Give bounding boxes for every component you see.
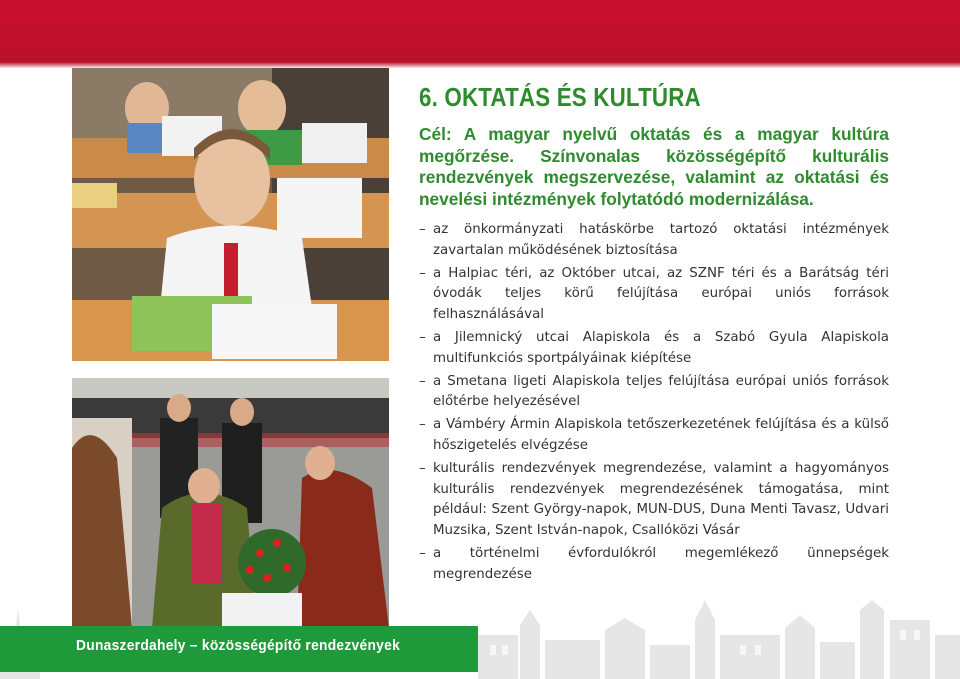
list-item-text: kulturális rendezvények megrendezése, valamint a hagyományos kulturális rendezvények megrendezésének támogatása, mint például: Szent György-napok, MUN-DUS, Duna Menti Tavasz, Udvari Muzsika, Szent István-napok, Csallóközi Vásár <box>433 460 889 539</box>
list-item-text: a történelmi évfordulókról megemlékező ünnepségek megrendezése <box>433 545 889 582</box>
classroom-photo <box>72 68 389 361</box>
footer-caption: Dunaszerdahely – közösségépítő rendezvények <box>76 637 401 654</box>
list-item <box>419 328 889 370</box>
list-item-text: az önkormányzati hatáskörbe tartozó oktatási intézmények zavartalan működésének biztosítása <box>433 222 889 258</box>
list-item-text: a Jilemnický utcai Alapiskola és a Szabó Gyula Alapiskola multifunkciós sportpályáinak kiépítése <box>433 329 889 366</box>
bullet-list <box>419 220 889 586</box>
list-item <box>419 220 889 262</box>
list-item <box>419 372 889 414</box>
dash-icon: – <box>419 265 426 281</box>
dash-icon: – <box>419 222 426 237</box>
content-column <box>419 78 889 588</box>
dash-icon: – <box>419 329 426 345</box>
list-item <box>419 415 889 457</box>
list-item <box>419 264 889 326</box>
top-red-band <box>0 0 960 68</box>
goal-statement: Cél: A magyar nyelvű oktatás és a magyar kultúra megőrzése. Színvonalas közösségépítő kulturális rendezvények megszervezése, valamint az oktatási és nevelési intézmények folytatódó modernizálása. <box>419 124 889 209</box>
list-item-text: a Halpiac téri, az Október utcai, az SZNF téri és a Barátság téri óvodák teljes körű felújítása európai uniós források felhasználásával <box>433 265 889 323</box>
dash-icon: – <box>419 417 426 433</box>
dash-icon: – <box>419 460 426 476</box>
section-title: 6. OKTATÁS ÉS KULTÚRA <box>419 82 701 112</box>
list-item <box>419 459 889 542</box>
list-item-text: a Vámbéry Ármin Alapiskola tetőszerkezetének felújítása és a külső hőszigetelés elvégzése <box>433 417 889 453</box>
list-item-text: a Smetana ligeti Alapiskola teljes felújítása európai uniós források előtérbe helyezésével <box>433 373 889 410</box>
dash-icon: – <box>419 545 426 561</box>
dash-icon: – <box>419 373 426 389</box>
